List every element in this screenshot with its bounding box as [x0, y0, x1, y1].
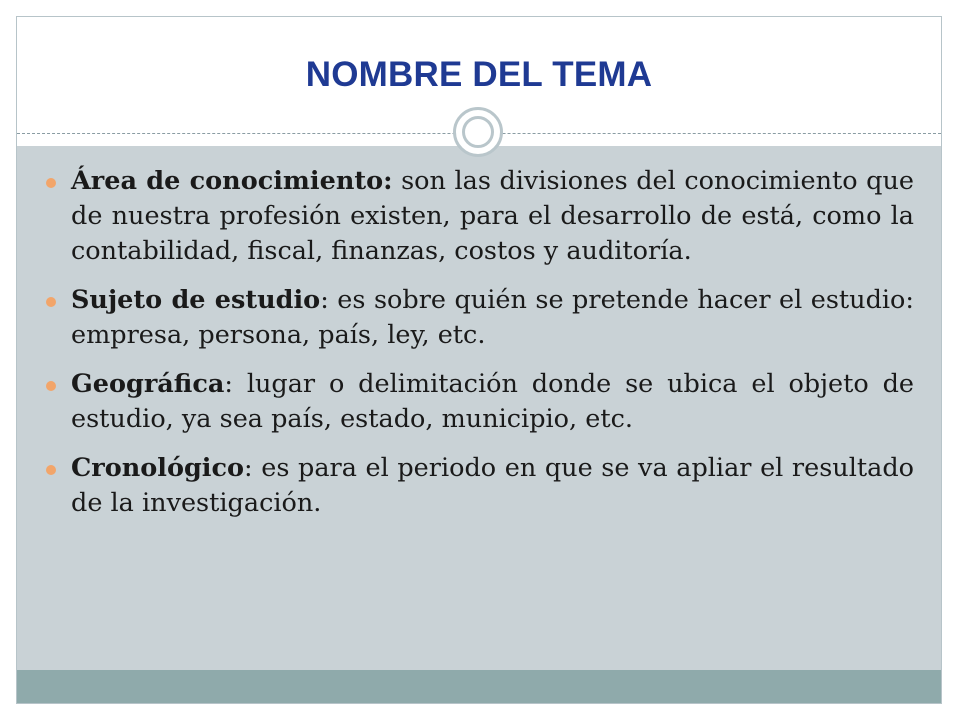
slide-title: NOMBRE DEL TEMA	[305, 55, 653, 94]
round-bullet-icon	[46, 297, 56, 307]
ring-inner-circle	[462, 116, 494, 148]
bullet-text: : es para el periodo en que se va apliar el resultado de la investigación.	[71, 453, 914, 518]
bullet-term: Área de conocimiento:	[71, 166, 393, 196]
ring-ornament-icon	[453, 107, 503, 157]
bullet-item-cronologico	[71, 451, 914, 521]
round-bullet-icon	[46, 465, 56, 475]
bullet-text: : lugar o delimitación donde se ubica el objeto de estudio, ya sea país, estado, municipio, etc.	[71, 369, 914, 434]
bullet-item-sujeto-de-estudio	[71, 283, 914, 353]
bullet-term: Geográfica	[71, 369, 225, 399]
round-bullet-icon	[46, 178, 56, 188]
footer-band	[17, 670, 941, 703]
bullet-item-geografica	[71, 367, 914, 437]
bullet-item-area-de-conocimiento	[71, 164, 914, 269]
round-bullet-icon	[46, 381, 56, 391]
bullet-term: Sujeto de estudio	[71, 285, 321, 315]
bullet-term: Cronológico	[71, 453, 245, 483]
bullet-text: son las divisiones del conocimiento que de nuestra profesión existen, para el desarrollo de está, como la contabilidad, fiscal, finanzas, costos y auditoría.	[71, 166, 914, 266]
bullet-text: : es sobre quién se pretende hacer el estudio: empresa, persona, país, ley, etc.	[71, 285, 914, 350]
bullet-list	[71, 164, 914, 535]
